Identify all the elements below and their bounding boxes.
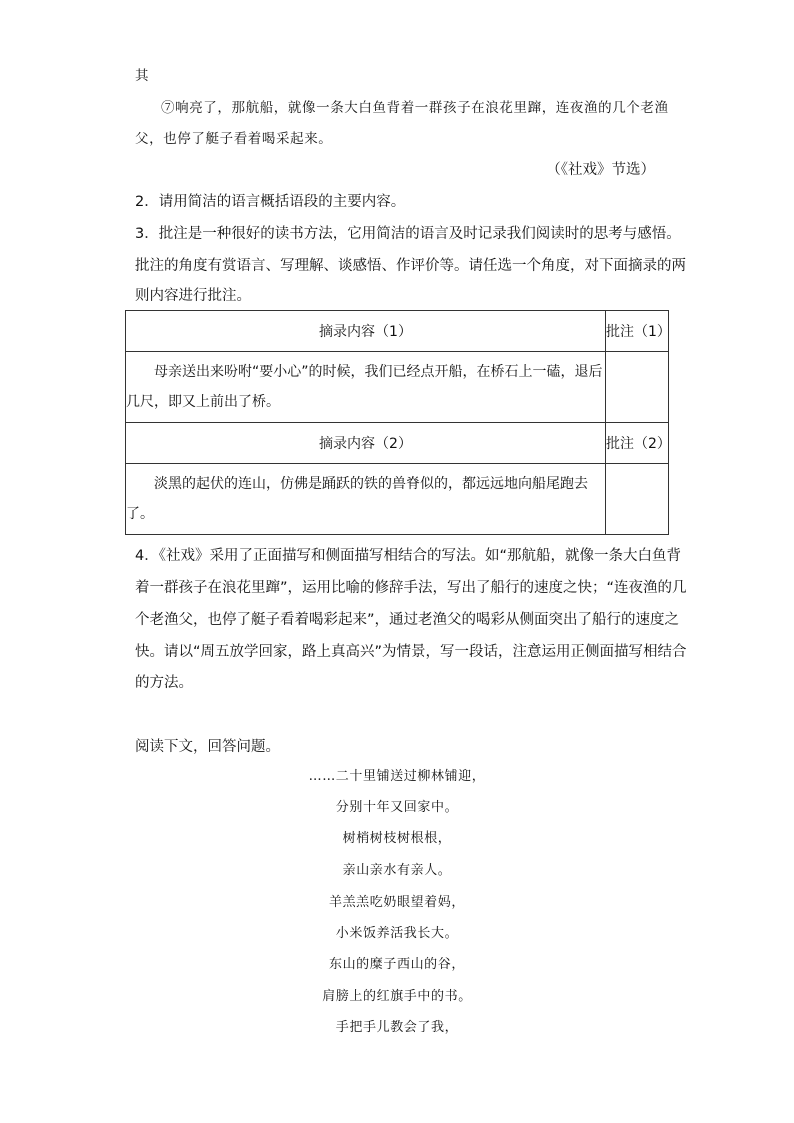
note-cell-1[interactable] (606, 352, 669, 423)
question-2: 2．请用简洁的语言概括语段的主要内容。 (135, 194, 406, 210)
table-row (126, 423, 669, 464)
paragraph-7-line-1: ⑦响亮了，那航船，就像一条大白鱼背着一群孩子在浪花里蹿，连夜渔的几个老渔 (161, 100, 669, 116)
poem-line-9: 手把手儿教会了我， (335, 1020, 459, 1035)
excerpt-cell-1 (126, 352, 606, 423)
question-3-line-1: 3．批注是一种很好的读书方法，它用简洁的语言及时记录我们阅读时的思考与感悟。 (135, 226, 681, 242)
note-header-1: 批注（1） (606, 311, 669, 352)
source-citation: （《社戏》节选） (546, 162, 655, 178)
question-4-line-3: 个老渔父，也停了艇子看着喝彩起来”，通过老渔父的喝彩从侧面突出了船行的速度之 (135, 612, 680, 628)
poem-line-5: 羊羔羔吃奶眼望着妈， (328, 895, 465, 910)
excerpt-header-2: 摘录内容（2） (126, 423, 606, 464)
paragraph-7-line-2: 父，也停了艇子看着喝采起来。 (135, 131, 333, 147)
poem-line-3: 树梢树枝树根根， (342, 831, 452, 846)
question-4-line-2: 着一群孩子在浪花里蹿”，运用比喻的修辞手法，写出了船行的速度之快；“连夜渔的几 (135, 580, 687, 596)
excerpt-text-1: 母亲送出来吩咐“要小心”的时候，我们已经点开船，在桥石上一磕，退后几尺，即又上前出了桥。 (126, 364, 603, 410)
reading-prompt: 阅读下文，回答问题。 (135, 739, 280, 755)
poem-line-1: ……二十里铺送过柳林铺迎， (308, 769, 486, 784)
note-cell-2[interactable] (606, 464, 669, 535)
excerpt-header-1: 摘录内容（1） (126, 311, 606, 352)
question-4-line-5: 的方法。 (135, 675, 193, 691)
question-4-line-1: 4．《社戏》采用了正面描写和侧面描写相结合的写法。如“那航船，就像一条大白鱼背 (135, 548, 681, 564)
table-row (126, 464, 669, 535)
note-header-2: 批注（2） (606, 423, 669, 464)
poem-line-2: 分别十年又回家中。 (335, 800, 459, 815)
table-row (126, 352, 669, 423)
table-row (126, 311, 669, 352)
excerpt-table (125, 310, 669, 535)
excerpt-text-2: 淡黑的起伏的连山，仿佛是踊跃的铁的兽脊似的，都远远地向船尾跑去了。 (126, 476, 588, 522)
question-3-line-2: 批注的角度有赏语言、写理解、谈感悟、作评价等。请任选一个角度，对下面摘录的两 (135, 258, 686, 274)
poem-line-8: 肩膀上的红旗手中的书。 (322, 989, 472, 1004)
poem-line-7: 东山的糜子西山的谷， (328, 957, 465, 972)
question-4-line-4: 快。请以“周五放学回家，路上真高兴”为情景，写一段话，注意运用正侧面描写相结合 (135, 644, 687, 660)
poem-line-6: 小米饭养活我长大。 (335, 926, 459, 941)
question-3-line-3: 则内容进行批注。 (135, 288, 251, 304)
poem-line-4: 亲山亲水有亲人。 (342, 863, 452, 878)
top-fragment: 其 (135, 68, 150, 84)
excerpt-cell-2 (126, 464, 606, 535)
